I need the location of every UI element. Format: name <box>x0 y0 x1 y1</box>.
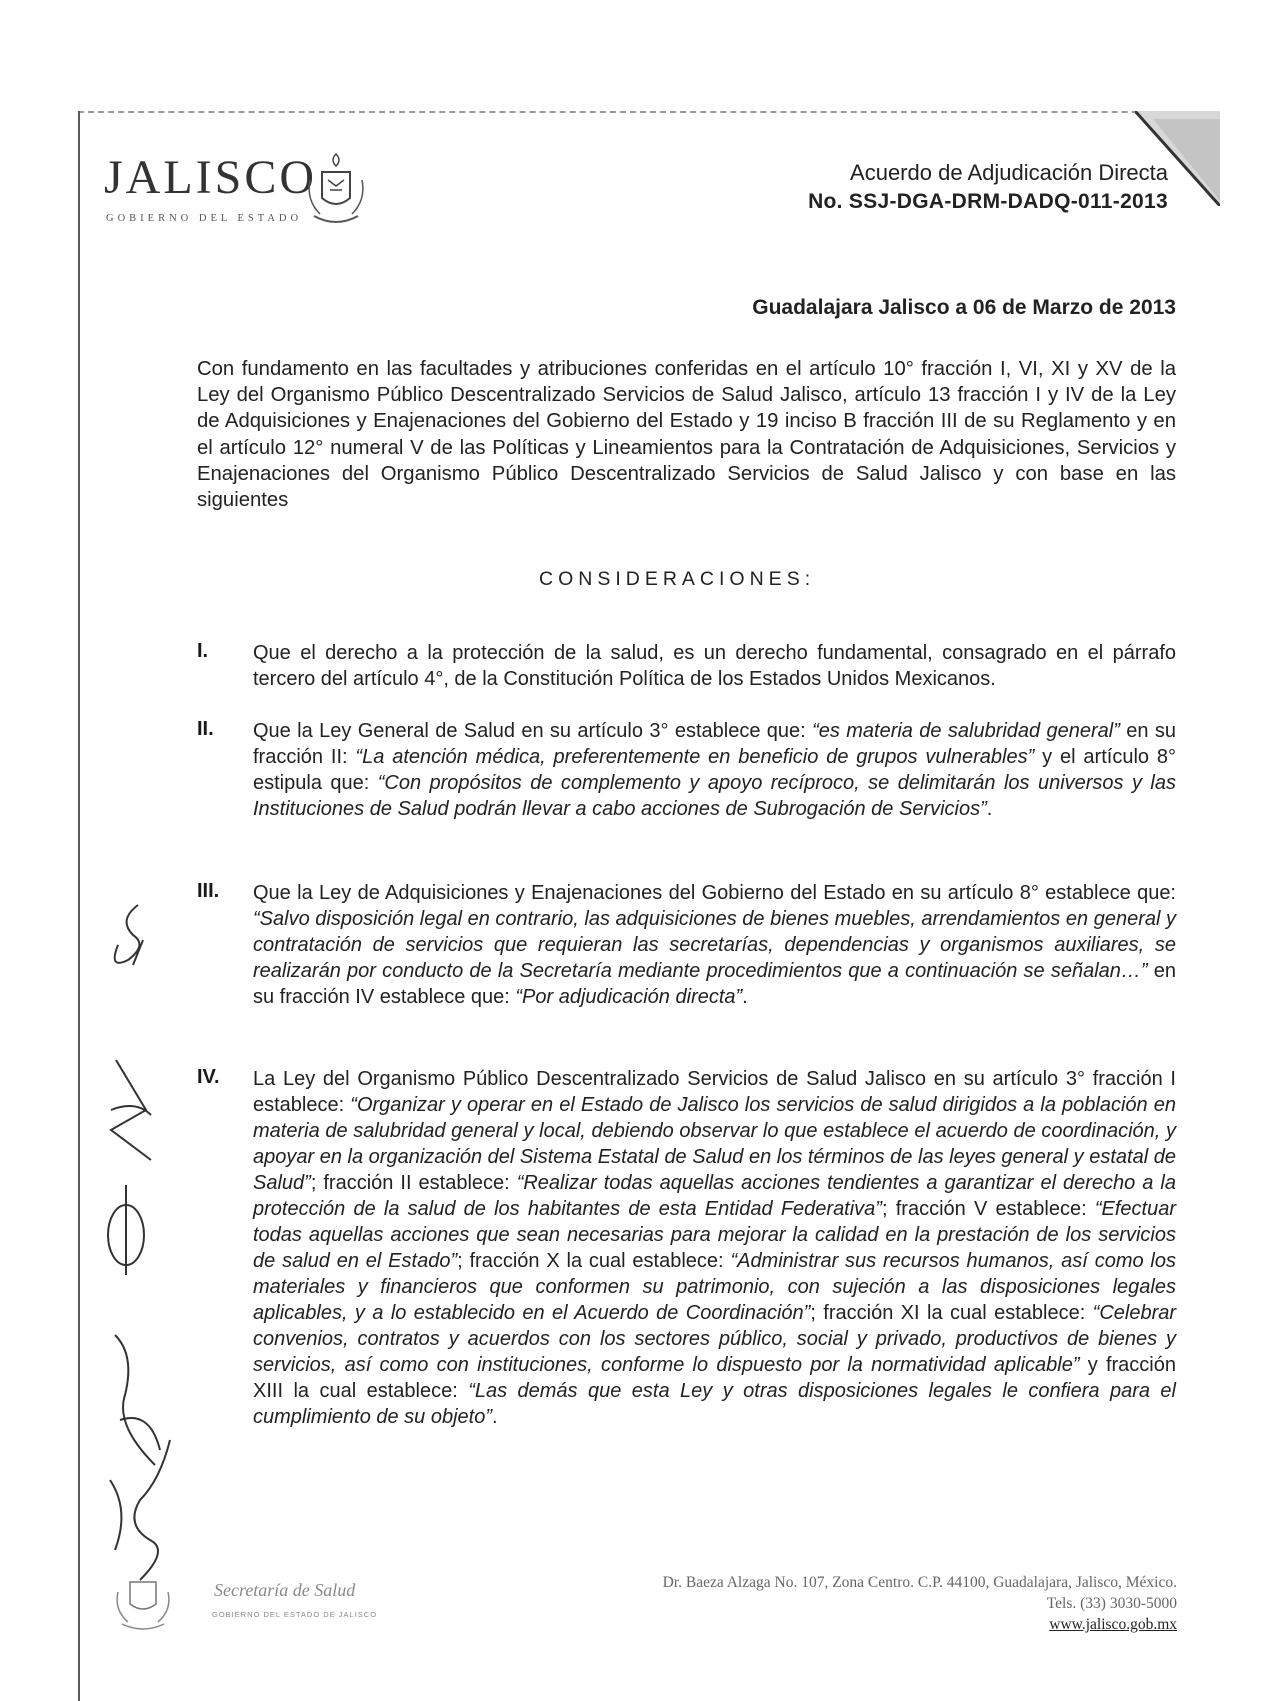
item-number: II. <box>197 718 214 740</box>
page-border-left <box>78 111 80 1701</box>
consideration-item-2 <box>197 718 1176 822</box>
footer-address <box>663 1572 1177 1635</box>
item-text: Que la Ley de Adquisiciones y Enajenaciones del Gobierno del Estado en su artículo 8° establece que: “Salvo disposición legal en contrario, las adquisiciones de bienes muebles, arrendamientos en general y contratación de servicios que requieran las secretarías, dependencias y organismos auxiliares, se realizarán por conducto de la Secretaría mediante procedimientos que a continuación se señalan…” en su fracción IV establece que: “Por adjudicación directa”. <box>253 882 1176 1008</box>
document-date: Guadalajara Jalisco a 06 de Marzo de 2013 <box>752 296 1176 319</box>
state-crest-icon <box>108 1572 178 1632</box>
item-text: La Ley del Organismo Público Descentralizado Servicios de Salud Jalisco en su artículo 3° fracción I establece: “Organizar y operar en el Estado de Jalisco los servicios de salud dirigidos a la población en materia de salubridad general y local, debiendo observar lo que establece el acuerdo de coordinación, y apoyar en la organización del Sistema Estatal de Salud en los términos de las leyes general y estatal de Salud”; fracción II establece: “Realizar todas aquellas acciones tendientes a garantizar el derecho a la protección de la salud de los habitantes de esta Entidad Federativa”; fracción V establece: “Efectuar todas aquellas acciones que sean necesarias para mejorar la calidad en la prestación de los servicios de salud en el Estado”; fracción X la cual establece: “Administrar sus recursos humanos, así como los materiales y financieros que conformen su patrimonio, con sujeción a las disposiciones legales aplicables, y a lo establecido en el Acuerdo de Coordinación”; fracción XI la cual establece: “Celebrar convenios, contratos y acuerdos con los sectores público, social y privado, productivos de bienes y servicios, así como con instituciones, conforme lo dispuesto por la normatividad aplicable” y fracción XIII la cual establece: “Las demás que esta Ley y otras disposiciones legales le confiera para el cumplimiento de su objeto”. <box>253 1068 1177 1428</box>
intro-paragraph: Con fundamento en las facultades y atribuciones conferidas en el artículo 10° fracción I, VI, XI y XV de la Ley del Organismo Público Descentralizado Servicios de Salud Jalisco, artículo 13 fracción I y IV de la Ley de Adquisiciones y Enajenaciones del Gobierno del Estado y 19 inciso B fracción III de su Reglamento y en el artículo 12° numeral V de las Políticas y Lineamientos para la Contratación de Adquisiciones, Servicios y Enajenaciones del Organismo Público Descentralizado Servicios de Salud Jalisco y con base en las siguientes <box>197 358 1176 512</box>
item-number: I. <box>197 640 209 662</box>
footer-logo-subtitle: GOBIERNO DEL ESTADO DE JALISCO <box>212 1610 378 1619</box>
document-number: No. SSJ-DGA-DRM-DADQ-011-2013 <box>808 190 1168 213</box>
consideration-item-3 <box>197 880 1176 1010</box>
item-number: III. <box>197 880 220 902</box>
page-border-top <box>78 111 1218 113</box>
footer-url-link[interactable]: www.jalisco.gob.mx <box>1049 1616 1177 1633</box>
footer-logo-text: Secretaría de Salud <box>214 1580 356 1600</box>
handwritten-signature <box>100 1330 190 1590</box>
item-text: Que el derecho a la protección de la salud, es un derecho fundamental, consagrado en el párrafo tercero del artículo 4°, de la Constitución Política de los Estados Unidos Mexicanos. <box>253 642 1176 690</box>
state-crest-icon <box>300 150 372 230</box>
handwritten-initial <box>108 900 158 980</box>
consideration-item-4 <box>197 1066 1176 1430</box>
footer-logo <box>108 1572 408 1632</box>
section-heading: CONSIDERACIONES: <box>539 568 816 590</box>
footer-address-line: Dr. Baeza Alzaga No. 107, Zona Centro. C.P. 44100, Guadalajara, Jalisco, México. <box>662 1574 1177 1591</box>
footer-phone: Tels. (33) 3030-5000 <box>1046 1595 1177 1612</box>
item-text: Que la Ley General de Salud en su artículo 3° establece que: “es materia de salubridad general” en su fracción II: “La atención médica, preferentemente en beneficio de grupos vulnerables” y el artículo 8° estipula que: “Con propósitos de complemento y apoyo recíproco, se delimitarán los universos y las Instituciones de Salud podrán llevar a cabo acciones de Subrogación de Servicios”. <box>253 720 1177 820</box>
item-number: IV. <box>197 1066 220 1088</box>
handwritten-initial <box>96 1180 156 1280</box>
document-title <box>808 158 1168 216</box>
logo-subtitle: GOBIERNO DEL ESTADO <box>106 213 303 224</box>
jalisco-logo <box>104 150 374 230</box>
document-title-line1: Acuerdo de Adjudicación Directa <box>850 160 1168 185</box>
consideration-item-1 <box>197 640 1176 692</box>
logo-wordmark: JALISCO <box>104 151 318 204</box>
handwritten-initial <box>96 1050 166 1170</box>
